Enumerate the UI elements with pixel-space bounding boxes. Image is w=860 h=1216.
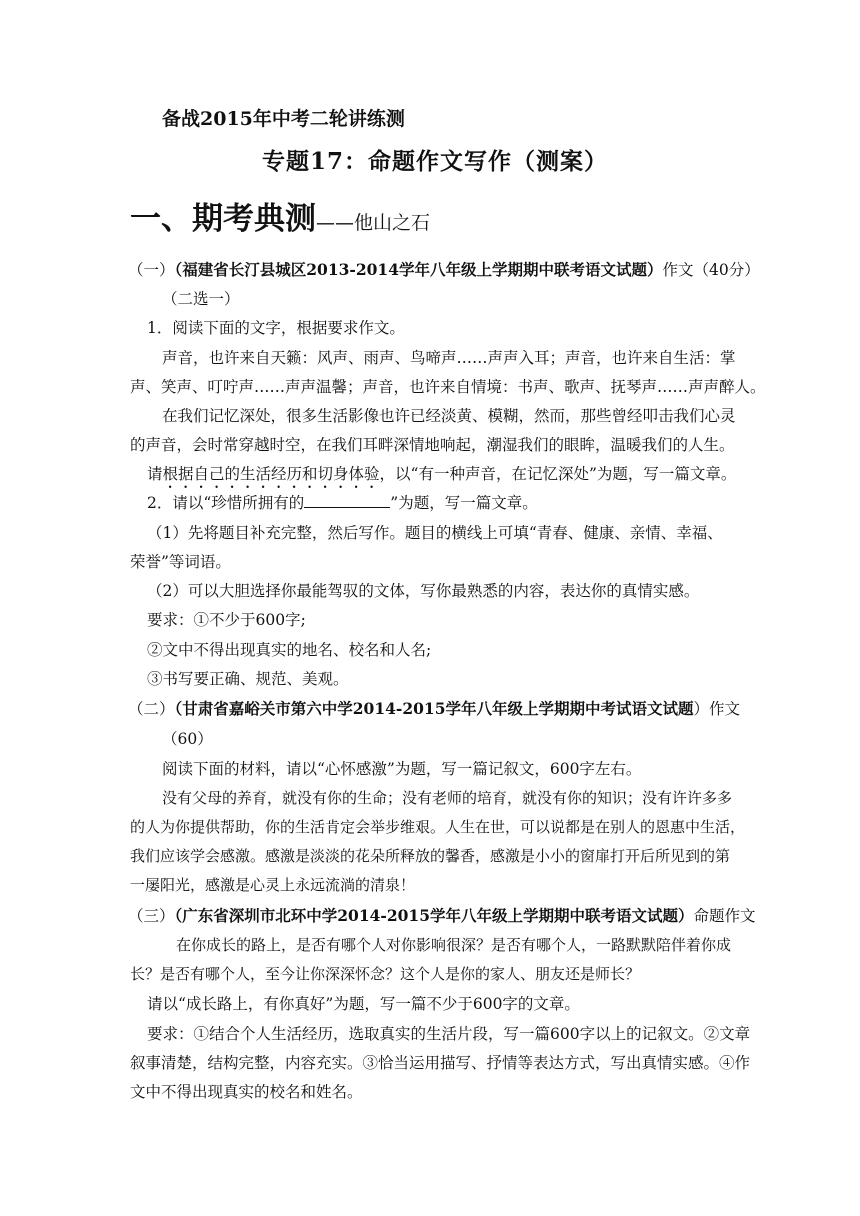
q1-choice: （二选一）: [162, 290, 240, 308]
q3-heading: [128, 906, 756, 926]
section-heading: [130, 199, 430, 244]
q1-sub2: （2）可以大胆选择你最能驾驭的文体，写你最熟悉的内容，表达你的真情实感。: [147, 582, 700, 600]
q1-p3-pre: 请: [147, 465, 163, 483]
q1-sub1-line2: 荣誉”等词语。: [130, 553, 231, 571]
q1-req2: ②文中不得出现真实的地名、校名和人名;: [147, 641, 432, 659]
q3-p1-line1: 在你成长的路上，是否有哪个人对你影响很深？是否有哪个人，一路默默陪伴着你成: [176, 936, 732, 954]
q1-item2-post: ”为题，写一篇文章。: [390, 494, 538, 512]
q2-heading: [128, 699, 740, 719]
q3-source: （广东省深圳市北环中学2014-2015学年八年级上学期期中联考语文试题）: [174, 906, 694, 925]
q1-sub1-line1: （1）先将题目补充完整，然后写作。题目的横线上可填“青春、健康、亲情、幸福、: [147, 524, 723, 542]
q1-req3: ③书写要正确、规范、美观。: [147, 670, 349, 688]
q1-p1-line1: 声音，也许来自天籁：风声、雨声、鸟啼声……声声入耳；声音，也许来自生活：掌: [162, 349, 736, 367]
q1-source: （福建省长汀县城区2013-2014学年八年级上学期期中联考语文试题）: [174, 260, 663, 279]
q3-tail: 命题作文: [693, 907, 756, 925]
q2-intro: 阅读下面的材料，请以“心怀感激”为题，写一篇记叙文，600字左右。: [162, 760, 642, 778]
q1-req1: 要求：①不少于600字;: [147, 611, 306, 629]
section-number-title: 一、期考典测: [130, 201, 316, 237]
q1-label: （一）: [128, 261, 175, 279]
q3-req-line3: 文中不得出现真实的校名和姓名。: [130, 1083, 363, 1101]
q1-tail: 作文（40分）: [662, 261, 760, 279]
q3-p1-line2: 长？是否有哪个人，至今让你深深怀念？这个人是你的家人、朋友还是师长？: [130, 965, 641, 983]
q1-p3-dotted: 根据自己的生活经历和切身体验: [162, 465, 380, 483]
q2-material-line3: 我们应该学会感激。感激是淡淡的花朵所释放的馨香，感激是小小的窗扉打开后所见到的第: [130, 847, 731, 865]
q3-req-line2: 叙事清楚，结构完整，内容充实。③恰当运用描写、抒情等表达方式，写出真情实感。④作: [130, 1054, 751, 1072]
q2-source: （甘肃省嘉峪关市第六中学2014-2015学年八年级上学期期中考试语文试题: [174, 699, 694, 718]
q3-label: （三）: [128, 907, 175, 925]
q1-heading: [128, 260, 760, 280]
q1-item2: [147, 493, 538, 513]
q2-material-line1: 没有父母的养育，就没有你的生命；没有老师的培育，就没有你的知识；没有许许多多: [162, 789, 733, 807]
exam-title: 备战2015年中考二轮讲练测: [162, 108, 405, 130]
topic-title: 专题17：命题作文写作（测案）: [262, 148, 609, 175]
q2-score: （60）: [162, 730, 213, 748]
q3-req-line1: 要求：①结合个人生活经历，选取真实的生活片段，写一篇600字以上的记叙文。②文章: [147, 1025, 751, 1043]
fill-in-blank: [304, 493, 390, 508]
q1-item1: 1．阅读下面的文字，根据要求作文。: [147, 319, 405, 337]
q2-material-line4: 一屡阳光，感激是心灵上永远流淌的清泉！: [130, 876, 416, 894]
q1-p2-line2: 的声音，会时常穿越时空，在我们耳畔深情地响起，潮湿我们的眼眸，温暖我们的人生。: [130, 436, 735, 454]
section-subtitle: ——他山之石: [316, 212, 431, 234]
q1-p3-post: ，以“有一种声音，在记忆深处”为题，写一篇文章。: [379, 465, 737, 483]
q2-label: （二）: [128, 700, 175, 718]
q1-p1-line2: 声、笑声、叮咛声……声声温馨；声音，也许来自情境：书声、歌声、抚琴声……声声醉人。: [130, 378, 766, 396]
q3-task: 请以“成长路上，有你真好”为题，写一篇不少于600字的文章。: [147, 995, 580, 1013]
q1-p3: [147, 464, 736, 492]
q1-p2-line1: 在我们记忆深处，很多生活影像也许已经淡黄、模糊，然而，那些曾经叩击我们心灵: [162, 407, 736, 425]
q2-material-line2: 的人为你提供帮助，你的生活肯定会举步维艰。人生在世，可以说都是在别人的恩惠中生活，: [130, 818, 746, 836]
q1-item2-pre: 2．请以“珍惜所拥有的: [147, 494, 305, 512]
q2-tail: ）作文: [693, 700, 740, 718]
